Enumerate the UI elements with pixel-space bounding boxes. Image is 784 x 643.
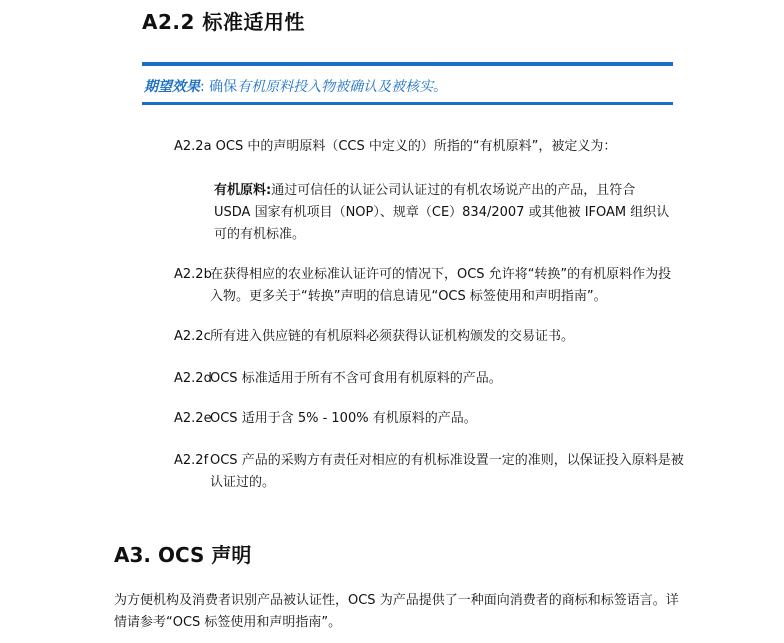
item-a2-2c <box>174 326 684 348</box>
item-text: OCS 标准适用于所有不含可食用有机原料的产品。 <box>210 371 502 386</box>
expected-outcome-sep: : <box>200 79 210 95</box>
section-a3-body: 为方便机构及消费者识别产品被认证性，OCS 为产品提供了一种面向消费者的商标和标签语言。详情请参考“OCS 标签使用和声明指南”。 <box>114 593 679 630</box>
item-text: OCS 产品的采购方有责任对相应的有机标准设置一定的准则，以保证投入原料是被认证过的。 <box>210 453 684 490</box>
definition-text: 通过可信任的认证公司认证过的有机农场说产出的产品，且符合 USDA 国家有机项目（NOP）、规章（CE）834/2007 或其他被 IFOAM 组织认可的有机标准。 <box>214 183 670 242</box>
item-a2-2a: A2.2a OCS 中的声明原料（CCS 中定义的）所指的“有机原料”，被定义为： <box>174 139 617 154</box>
item-a2-2f <box>174 450 684 494</box>
callout-top-rule <box>142 62 673 66</box>
expected-outcome-pre: 确保 <box>209 79 238 95</box>
item-text: OCS 适用于含 5% - 100% 有机原料的产品。 <box>210 411 477 426</box>
definition-term: 有机原料: <box>214 183 272 198</box>
item-number: A2.2f <box>174 453 209 468</box>
item-number: A2.2e <box>174 411 212 426</box>
expected-outcome-label: 期望效果 <box>144 79 200 95</box>
item-number: A2.2b <box>174 267 212 282</box>
section-heading-a2-2: A2.2 标准适用性 <box>142 10 305 34</box>
item-a2-2e <box>174 408 684 430</box>
expected-outcome-callout <box>144 76 447 96</box>
expected-outcome-end: 。 <box>433 79 448 95</box>
callout-bottom-rule <box>142 102 673 105</box>
organic-material-definition <box>214 180 674 246</box>
item-text: 在获得相应的农业标准认证许可的情况下，OCS 允许将“转换”的有机原料作为投入物。更多关于“转换”声明的信息请见“OCS 标签使用和声明指南”。 <box>210 267 672 304</box>
item-text: 所有进入供应链的有机原料必须获得认证机构颁发的交易证书。 <box>210 329 575 344</box>
item-a2-2b <box>174 264 684 308</box>
item-number: A2.2c <box>174 329 211 344</box>
section-heading-a3: A3. OCS 声明 <box>114 543 252 567</box>
item-a2-2d <box>174 368 684 390</box>
expected-outcome-text: 有机原料投入物被确认及被核实 <box>237 79 434 95</box>
item-number: A2.2d <box>174 371 212 386</box>
